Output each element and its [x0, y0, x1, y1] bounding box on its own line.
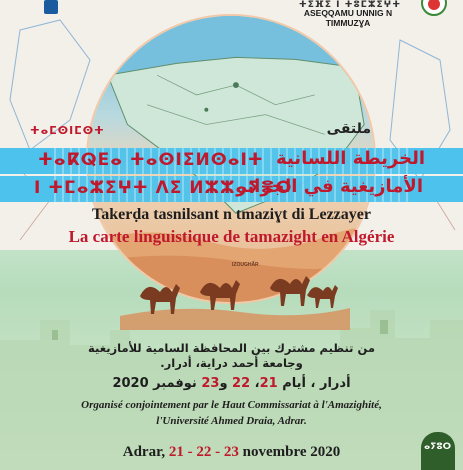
dates-arabic-sep2: و [219, 376, 233, 391]
dates-arabic-day3: 23 [201, 376, 220, 391]
colloquium-label-tifinagh: ⵜⴰⵎⵙⵏⵎⵙⵜ [30, 124, 105, 137]
dates-french-prefix: Adrar, [122, 444, 169, 460]
ministry-logo [30, 0, 120, 16]
dates-arabic-sep1: ، [254, 376, 260, 391]
organizers-french-line2: l'Université Ahmed Draia, Adrar. [156, 415, 307, 427]
colloquium-label-arabic: ملتقى [326, 121, 371, 137]
dates-french-suffix: novembre 2020 [238, 444, 341, 460]
title-line1-arabic: الخريطة اللسانية [276, 148, 425, 169]
institution-name: ASEQQAMU UNNIG N TIMMUZƔA [303, 8, 393, 28]
map-place-label: IZOUGHĂR [232, 262, 259, 268]
title-latin: Takerḍa tasnilsant n tmaziɣt di Lezzayer [92, 206, 371, 223]
title-line2-tifinagh: ⵏ ⵜⵎⴰⵣⵉⵖⵜ ⴷⵉ ⵍⵣⵣⴰⵢⴻⵔ [34, 178, 293, 198]
dates-french-days: 21 - 22 - 23 [168, 444, 239, 460]
organizers-arabic-line1: من تنظيم مشترك بين المحافظة السامية للأمازيغية [88, 341, 375, 355]
title-line2-arabic: الأمازيغية في الجزائر [236, 176, 423, 197]
dates-arabic-day1: 21 [259, 376, 278, 391]
organizers-arabic-line2: وجامعة أحمد دراية، أدرار. [160, 356, 303, 370]
organizers-french-line1: Organisé conjointement par le Haut Commissariat à l'Amazighité, [81, 399, 382, 411]
title-french: La carte linguistique de tamazight en Algérie [68, 227, 395, 246]
title-line1-tifinagh: ⵜⴰⴽⵕⴹⴰ ⵜⴰⵙⵏⵉⵍⵙⴰⵏⵜ [38, 150, 264, 170]
camel-caravan-image [120, 246, 350, 330]
dates-french [0, 444, 463, 461]
dates-arabic-suffix: نوفمبر 2020 [112, 376, 202, 391]
dates-arabic-day2: 22 [232, 376, 251, 391]
dates-arabic-prefix: أدرار ، أيام [282, 376, 351, 391]
tifinagh-institution-name: ⵜⵉⴼⵉ ⵏ ⵜⵓⵎⵣⵉⵖⵜ [298, 0, 402, 10]
badge-text: ⴰⵢⵓⵔ [424, 442, 452, 452]
hca-logo [415, 0, 449, 20]
ministry-emblem-icon [44, 0, 58, 14]
dates-arabic [0, 376, 463, 391]
ayur-badge [421, 432, 455, 470]
